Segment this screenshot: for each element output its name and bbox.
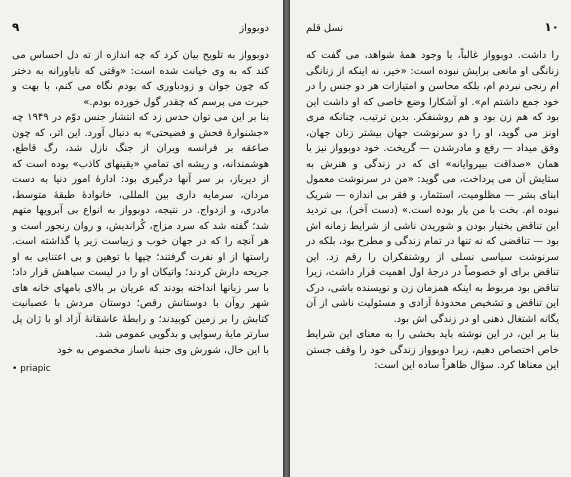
right-page	[290, 0, 571, 477]
right-page-header	[306, 20, 559, 42]
left-paragraph-1: دوبوواز به تلویح بیان کرد که چه اندازه از ته دل احساس می کند که به وی خیانت شده است: «وقتی که ناباورانه به دختر که چون جوان و زودباوری که بودم نگاه می کنم، با بهت و حیرت می پرسم که چقدر گول خورده بودم.»	[12, 50, 269, 108]
right-paragraph-1: را داشت. دوبوواز غالباً، با وجود همهٔ شواهد، می گفت که زنانگی او مانعی برایش نبوده است: «خیر، نه اینکه از زنانگی ام رنجی نبردم ام، بلکه محاسن و امتیازات هر دو جنس را در خود جمع داشتم ام». او آشکارا وضع خاصی که او داشت این بود که هم زن بود و هم روشنفکر. بدین ترتیب، چنانکه مری اونز می گوید، او را دو سرنوشت جهان بیشتر زنان جهان، وفق میداد — رفع و مادرشدن — گریخت. خود دوبوواز نیز با همان «صداقت بیپروایانه» ای که در زندگی و هنرش به ستایش آن می پرداخت، می گوید: «من در سرنوشت معمول ابنای بشر — مظلومیت، استثمار، و فقر بی اندازه — شریک نبوده ام. بخت با من یار بوده است.» (دست آخر). بی تردید این تناقض بختیار بودن و شوریدن ناشی از شرایط زمانه اش بود — تناقضی که نه تنها در تمام زندگی و مطرح بود، بلکه در سرنوشت سیاسی نسلی از روشنفکران را رقم زد. این تناقض برای او خصوصاً در درجهٔ اول اهمیت قرار داشت، زیرا تناقض بود مربوط به اینکه همزمان زن و نویسنده باشی، درک این تناقض و تشخیص محدودهٔ آزادی و مسئولیت ناشی از آن یگانه اشتغال ذهنی او در زندگی اش بود.	[306, 50, 559, 325]
left-paragraph-2: بنا بر این می توان حدس زد که انتشار جنس دوّم در ۱۹۴۹ چه «جشنوارهٔ فحش و فضیحتی» به دنبال آورد. این اثر، که چون صاعقه بر فرانسه ویران از جنگ نازل شد، رگ قاطع، هوشمندانه، و ریشه ای تمامیِ «یقینهای کاذب» بوده است که از دیرباز، بر سر آنها درگیری بود: ادارهٔ امور دنیا به دست مردان، سرمایه داری بین المللی، خانوادهٔ طبقهٔ متوسط، مادری، و ازدواج. در نتیجه، دوبوواز به انواع بی آبرویها متهم شد؛ گفته شد که سرد مزاج، کُراندیش، و روان رنجور است و هر آنچه را که در جهان خوب و زیباست زیر پا گذاشته است. راستها از او نفرت گرفتند؛ چپها با توهین و بی اعتنایی به او جریحه دارش کردند؛ واتیکان او را در لیست سیاهش قرار داد؛ با سر زبانها انداخته بودند که عریان بر بالای بامهای خانه های شهر روآن با دوستانش رقص؛ دوستان مردش با عصبانیت کتابش را بر زمین کوبیدند؛ و رابطهٔ عاشقانهٔ آزاد او با ژان پل سارتر مایهٔ رسوایی و بدگویی عمومی شد.	[12, 112, 269, 340]
right-page-number: ۱۰	[544, 20, 559, 34]
left-page-body	[12, 48, 269, 358]
book-gutter	[283, 0, 290, 477]
right-page-body	[306, 48, 559, 374]
right-running-title: نسل قلم	[306, 23, 344, 34]
left-footnote: • priapic	[12, 364, 51, 374]
right-paragraph-2: بنا بر این، در این نوشته باید بخشی را به معنای این شرایط خاص اختصاص دهیم، زیرا دوبوواز زندگی خود را وقف جستن این معناها کرد. سؤال ظاهراً ساده این است:	[306, 329, 559, 371]
left-page	[0, 0, 283, 477]
left-page-header	[12, 20, 269, 42]
left-paragraph-3: با این حال، شورش وی جنبهٔ ناساز مخصوص به خود	[57, 344, 269, 356]
left-running-title: دوبوواز	[239, 23, 269, 34]
left-page-number: ۹	[12, 20, 20, 34]
